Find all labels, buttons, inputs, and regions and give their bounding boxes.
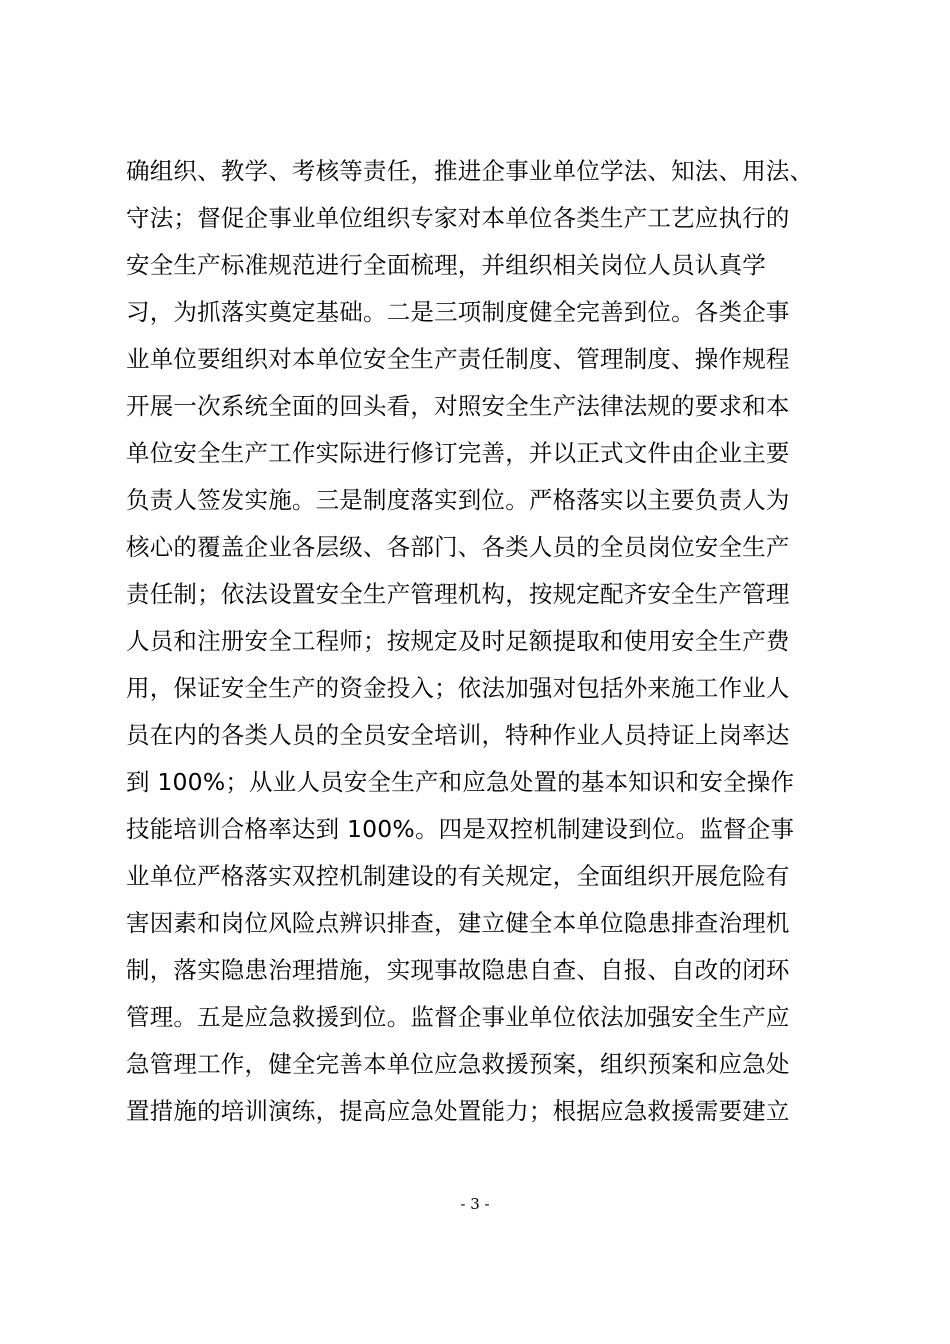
text-line: 核心的覆盖企业各层级、各部门、各类人员的全员岗位安全生产 [126, 533, 790, 561]
text-line: 人员和注册安全工程师；按规定及时足额提取和使用安全生产费 [126, 627, 790, 655]
text-line: 安全生产标准规范进行全面梳理，并组织相关岗位人员认真学 [126, 251, 766, 279]
page-number: - 3 - [460, 1195, 490, 1213]
text-line: 守法；督促企事业单位组织专家对本单位各类生产工艺应执行的 [126, 204, 790, 232]
text-line: 员在内的各类人员的全员安全培训，特种作业人员持证上岗率达 [126, 721, 790, 749]
text-line: 害因素和岗位风险点辨识排查，建立健全本单位隐患排查治理机 [126, 909, 790, 937]
text-line: 单位安全生产工作实际进行修订完善，并以正式文件由企业主要 [126, 439, 790, 467]
text-line: 业单位要组织对本单位安全生产责任制度、管理制度、操作规程 [126, 345, 790, 373]
text-line: 置措施的培训演练，提高应急处置能力；根据应急救援需要建立 [126, 1097, 790, 1125]
text-line: 到 100%；从业人员安全生产和应急处置的基本知识和安全操作 [126, 768, 795, 796]
text-line: 用，保证安全生产的资金投入；依法加强对包括外来施工作业人 [126, 674, 790, 702]
body-text [126, 148, 846, 1135]
text-line: 急管理工作，健全完善本单位应急救援预案，组织预案和应急处 [126, 1050, 790, 1078]
text-line: 开展一次系统全面的回头看，对照安全生产法律法规的要求和本 [126, 392, 790, 420]
text-line: 确组织、教学、考核等责任，推进企事业单位学法、知法、用法、 [126, 157, 814, 185]
text-line: 习，为抓落实奠定基础。二是三项制度健全完善到位。各类企事 [126, 298, 790, 326]
text-line: 技能培训合格率达到 100%。四是双控机制建设到位。监督企事 [126, 815, 795, 843]
text-line: 负责人签发实施。三是制度落实到位。严格落实以主要负责人为 [126, 486, 790, 514]
text-line: 管理。五是应急救援到位。监督企事业单位依法加强安全生产应 [126, 1003, 790, 1031]
text-line: 业单位严格落实双控机制建设的有关规定，全面组织开展危险有 [126, 862, 790, 890]
text-line: 制，落实隐患治理措施，实现事故隐患自查、自报、自改的闭环 [126, 956, 790, 984]
text-line: 责任制；依法设置安全生产管理机构，按规定配齐安全生产管理 [126, 580, 790, 608]
